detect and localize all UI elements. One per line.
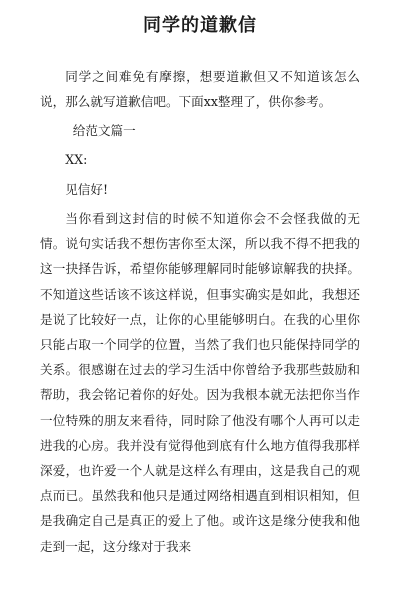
letter-salutation: XX:	[65, 152, 88, 167]
sample-subheading: 给范文篇一	[72, 123, 136, 138]
intro-paragraph: 同学之间难免有摩擦，想要道歉但又不知道该怎么说，那么就写道歉信吧。下面xx整理了，供你参考。	[40, 69, 360, 109]
document-title: 同学的道歉信	[143, 15, 257, 36]
letter-greeting: 见信好!	[65, 182, 109, 197]
letter-body: 当你看到这封信的时候不知道你会不会怪我做的无情。说句实话我不想伤害你至太深，所以我不得不把我的这一抉择告诉，希望你能够理解同时能够谅解我的抉择。 不知道这些话该不该这样说，但事实确实是如此，我想还是说了比较好一点，让你的心里能够明白。在我的心里你只能占取一个同学的位置，当然了我们也只能保持同学的关系。很感谢在过去的学习生活中你曾给予我那些鼓励和帮助，我会铭记着你的好处。因为我根本就无法把你当作一位特殊的朋友来看待，同时除了他没有哪个人再可以走进我的心房。我并没有觉得他到底有什么地方值得我那样深爱，也许爱一个人就是这样么有理由，这是我自己的观点而已。虽然我和他只是通过网络相遇直到相识相知，但是我确定自己是真正的爱上了他。或许这是缘分使我和他走到一起，这分缘对于我来	[40, 211, 360, 554]
